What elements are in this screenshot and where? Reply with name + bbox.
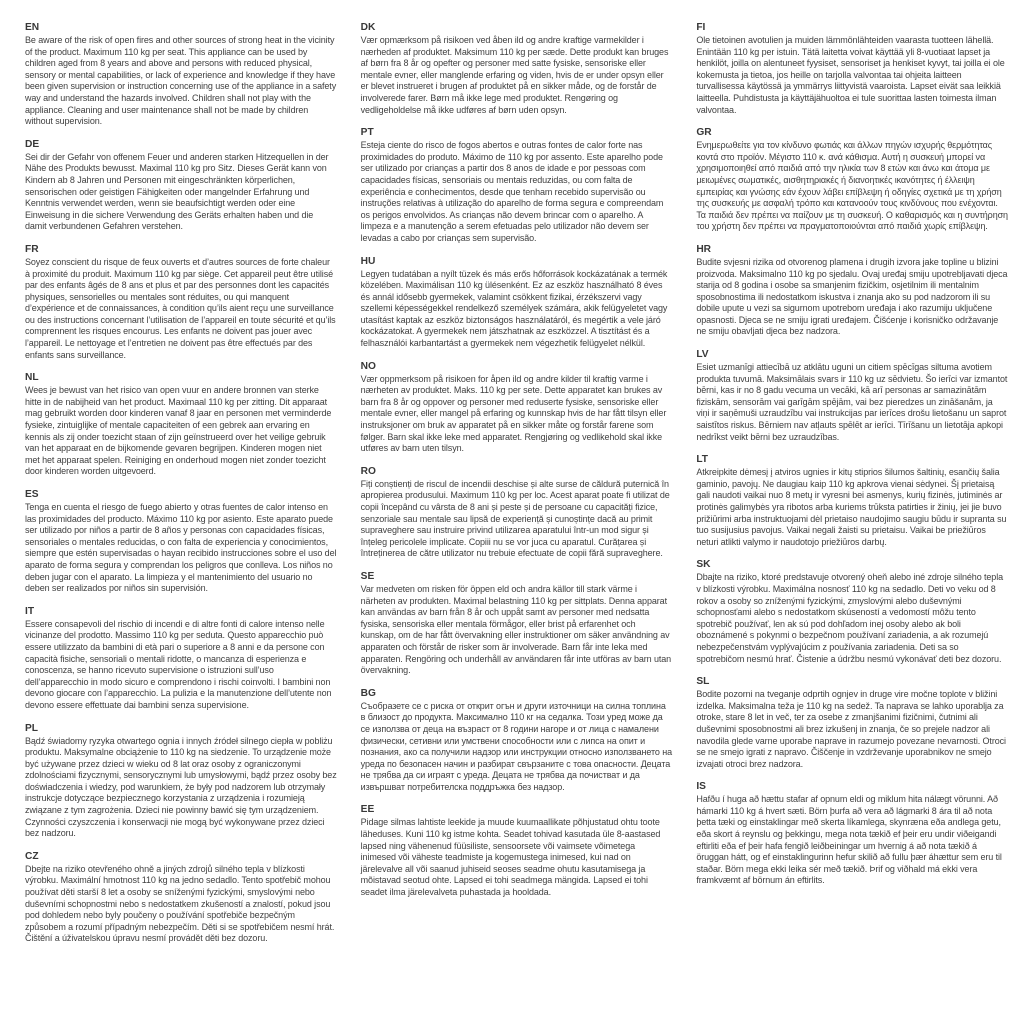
warning-text-hu: Legyen tudatában a nyílt tüzek és más erős hőforrások kockázatának a termék közelében. Maximálisan 110 kg ülésenként. Ez az eszköz használható 8 éves és annál idősebb gyermekek, valamint csökkent fizikai, érzékszervi vagy szellemi képességekkel rendelkező személyek számára, akik felügyeletet vagy utasítást kaptak az eszköz biztonságos használatáról, és megértik a vele járó kockázatokat. A gyermekek nem játszhatnak az eszközzel. A tisztítást és a felhasználói karbantartást a gyermekek nem végezhetik felügyelet nélkül. [360,268,668,349]
language-code-sk: SK [696,559,711,571]
section-pt [361,127,673,244]
section-gr [696,127,1008,233]
warning-text-is: Hafðu í huga að hættu stafar af opnum eldi og miklum hita nálægt vörunni. Að hámarki 110 kg á hvert sæti. Börn þurfa að vera að lágmarki 8 ára til að nota þetta tæki og einstaklingar með skerta líkamlega, skynræna eða andlega getu, eða skort á reynslu og þekkingu, mega nota tækið ef þeir eru undir viðeigandi eftirliti eða ef þeir hafa fengið leiðbeiningar um hvernig á að nota tækið á öruggan hátt, og ef einstaklingurinn hefur skilið að fullu þær áhættur sem eru til staðar. Börn mega ekki leika sér með tækið. Þrif og viðhald má ekki vera framkvæmt af börnum án eftirlits. [696,794,1002,886]
language-code-ee: EE [360,804,375,816]
language-code-bg: BG [360,687,376,699]
language-code-cz: CZ [25,850,39,862]
section-sk [696,559,1008,665]
section-es [25,489,337,595]
warning-text-gr: Ενημερωθείτε για τον κίνδυνο φωτιάς και άλλων πηγών ισχυρής θερμότητας κοντά στο προϊόν. Μέγιστο 110 κ. ανά κάθισμα. Αυτή η συσκευή μπορεί να χρησιμοποιηθεί από παιδιά από την ηλικία των 8 ετών και άνω και άτομα με μειωμένες σωματικές, αισθητηριακές ή διανοητικές ικανότητες ή έλλειψη εμπειρίας και γνώσης εάν έχουν λάβει επίβλεψη ή οδηγίες σχετικά με τη χρήση της συσκευής με ασφαλή τρόπο και κατανοούν τους κινδύνους που ενέχονται. Τα παιδιά δεν πρέπει να παίζουν με τη συσκευή. Ο καθαρισμός και η συντήρηση του χρήστη δεν πρέπει να πραγματοποιούνται από παιδιά χωρίς επίβλεψη. [696,140,1008,232]
section-nl [25,372,337,478]
language-code-fi: FI [696,22,706,33]
section-fi [696,22,1008,116]
section-ro [361,466,673,560]
warning-text-pl: Bądź świadomy ryzyka otwartego ognia i innych źródeł silnego ciepła w pobliżu produktu. Maksymalne obciążenie to 110 kg na siedzenie. To urządzenie może być używane przez dzieci w wieku od 8 lat oraz osoby z ograniczonymi zdolnościami fizycznymi, sensorycznymi lub umysłowymi, bądź przez osoby bez doświadczenia i wiedzy, pod warunkiem, że były pod nadzorem lub otrzymały instrukcje dotyczące bezpiecznego korzystania z urządzenia i rozumieją związane z tym zagrożenia. Dzieci nie powinny bawić się tym urządzeniem. Czynności czyszczenia i konserwacji nie mogą być wykonywane przez dzieci bez nadzoru. [25,735,337,839]
language-code-lv: LV [696,349,709,361]
language-code-hr: HR [696,243,712,255]
warning-text-es: Tenga en cuenta el riesgo de fuego abierto y otras fuentes de calor intenso en las proximidades del producto. Máximo 110 kg por asiento. Este aparato puede ser utilizado por niños a partir de 8 años y personas con capacidades físicas, sensoriales o mentales reducidas, o con falta de experiencia y conocimientos, siempre que estén supervisadas o hayan recibido instrucciones sobre el uso del aparato de forma segura y comprendan los peligros que conlleva. Los niños no deben jugar con el aparato. La limpieza y el mantenimiento del usuario no deben ser realizados por niños sin supervisión. [25,502,337,594]
language-code-fr: FR [25,243,39,255]
language-code-pl: PL [25,722,39,734]
section-se [361,571,673,677]
column-2 [361,22,673,910]
warning-text-fi: Ole tietoinen avotulien ja muiden lämmönlähteiden vaarasta tuotteen lähellä. Enintään 110 kg per istuin. Tätä laitetta voivat käyttää yli 8-vuotiaat lapset ja henkilöt, joilla on alentuneet fyysiset, sensoriset ja henkiset kyvyt, tai joilla ei ole kokemusta ja tietoa, jos heille on tarjolla valvontaa tai ohjeita laitteen turvallisessa käytössä ja ymmärrys liittyvistä vaaroista. Lapset eivät saa leikkiä laitteella. Puhdistusta ja käyttäjähuoltoa ei tule suorittaa lasten toimesta ilman valvontaa. [696,35,1005,115]
warning-text-sk: Dbajte na riziko, ktoré predstavuje otvorený oheň alebo iné zdroje silného tepla v blízkosti výrobku. Maximálna nosnosť 110 kg na sedadlo. Deti vo veku od 8 rokov a osoby so zníženými fyzickými, zmyslovými alebo duševnými schopnosťami alebo s nedostatkom skúseností a vedomostí môžu tento spotrebič používať, len ak sú pod dohľadom inej osoby alebo ak boli oboznámené s pokynmi o bezpečnom používaní zariadenia, a ak rozumejú nebezpečenstvám vyplývajúcim z používania zariadenia. Deti sa so spotrebičom nesmú hrať. Čistenie a údržbu nesmú vykonávať deti bez dozoru. [696,572,1004,664]
warning-text-fr: Soyez conscient du risque de feux ouverts et d’autres sources de forte chaleur à proximité du produit. Maximum 110 kg par siège. Cet appareil peut être utilisé par des enfants âgés de 8 ans et plus et par des personnes dont les capacités physiques, sensorielles ou mentales sont réduites, ou qui manquent d’expérience et de connaissances, à condition qu’ils aient reçu une surveillance ou des instructions concernant l’utilisation de l’appareil en toute sécurité et qu’ils comprennent les risques encourus. Les enfants ne doivent pas jouer avec l’appareil. Le nettoyage et l’entretien ne doivent pas être effectués par des enfants sans surveillance. [25,256,336,360]
section-hu [361,256,673,350]
section-ee [361,804,673,898]
section-sl [696,676,1008,770]
section-no [361,361,673,455]
language-code-en: EN [25,22,40,33]
warning-text-de: Sei dir der Gefahr von offenem Feuer und anderen starken Hitzequellen in der Nähe des Produkts bewusst. Maximal 110 kg pro Sitz. Dieses Gerät kann von Kindern ab 8 Jahren und Personen mit eingeschränkten körperlichen, sensorischen oder geistigen Fähigkeiten oder mangelnder Erfahrung und Kenntnis verwendet werden, wenn sie beaufsichtigt werden oder eine Einweisung in die sichere Verwendung des Geräts erhalten haben und die damit verbundenen Gefahren verstehen. [25,151,329,232]
column-3 [696,22,1008,898]
warning-text-nl: Wees je bewust van het risico van open vuur en andere bronnen van sterke hitte in de nabijheid van het product. Maximaal 110 kg per zitting. Dit apparaat mag gebruikt worden door kinderen vanaf 8 jaar en personen met verminderde fysieke, zintuiglijke of mentale capaciteiten of een gebrek aan ervaring en kennis als zij onder toezicht staan of zijn geïnstrueerd over het veilige gebruik van het apparaat en de bijkomende gevaren begrijpen. Kinderen mogen niet met het apparaat spelen. Reiniging en onderhoud mogen niet zonder toezicht door kinderen worden uitgevoerd. [25,385,332,477]
warning-text-it: Essere consapevoli del rischio di incendi e di altre fonti di calore intenso nelle vicinanze del prodotto. Massimo 110 kg per seduta. Questo apparecchio può essere utilizzato da bambini di età pari o superiore a 8 anni e da persone con capacità fisiche, sensoriali o mentali ridotte, o mancanza di esperienza e conoscenza, se hanno ricevuto supervisione o istruzioni sull’uso dell’apparecchio in modo sicuro e comprendono i rischi coinvolti. I bambini non devono giocare con l’apparecchio. La pulizia e la manutenzione dell’utente non devono essere effettuate dai bambini senza supervisione. [25,618,332,710]
warning-text-pt: Esteja ciente do risco de fogos abertos e outras fontes de calor forte nas proximidades do produto. Máximo de 110 kg por assento. Este aparelho pode ser utilizado por crianças a partir dos 8 anos de idade e por pessoas com capacidades físicas, sensoriais ou mentais reduzidas, ou com falta de experiência e conhecimentos, desde que tenham recebido supervisão ou instruções relativas à utilização do aparelho de forma segura e compreendam os perigos envolvidos. As crianças não devem brincar com o aparelho. A limpeza e a manutenção a serem efetuadas pelo utilizador não devem ser levadas a cabo por crianças sem supervisão. [360,140,664,243]
warning-text-dk: Vær opmærksom på risikoen ved åben ild og andre kraftige varmekilder i nærheden af produktet. Maksimum 110 kg per sæde. Dette produkt kan bruges af børn fra 8 år og opefter og personer med satte fysiske, sensoriske eller mentale evner, eller manglende erfaring og viden, hvis de er under opsyn eller er blevet instrueret i brugen af produktet på en sikker måde, og de forstår de involverede farer. Børn må ikke lege med produktet. Rengøring og vedligeholdelse må ikke udføres af børn uden opsyn. [360,35,669,115]
section-is [696,781,1008,887]
warning-text-hr: Budite svjesni rizika od otvorenog plamena i drugih izvora jake topline u blizini proizvoda. Maksimalno 110 kg po sjedalu. Ovaj uređaj smiju upotrebljavati djeca starija od 8 godina i osobe sa smanjenim fizičkim, osjetilnim ili mentalnim sposobnostima ili nedostatkom iskustva i znanja ako su pod nadzorom ili su dobile upute u vezi sa sigurnom upotrebom uređaja i ako razumiju uključene opasnosti. Djeca se ne smiju igrati uređajem. Čišćenje i korisničko održavanje ne smiju obavljati djeca bez nadzora. [696,256,1008,337]
language-code-pt: PT [360,127,374,139]
language-code-de: DE [25,138,40,150]
section-dk [361,22,673,116]
language-code-lt: LT [696,454,709,466]
language-code-nl: NL [25,372,39,384]
language-code-ro: RO [360,465,376,477]
section-pl [25,723,337,840]
warning-text-bg: Съобразете се с риска от открит огън и други източници на силна топлина в близост до продукта. Максимално 110 кг на седалка. Този уред може да се използва от деца на възраст от 8 години нагоре и от лица с намалени физически, сетивни или умствени способности или с липса на опит и познания, ако са получили надзор или инструкции относно използването на уреда по безопасен начин и разбират свързаните с това опасности. Децата не трябва да си играят с уреда. Децата не трябва да почистват и да извършват потребителска поддръжка без надзор. [360,700,672,792]
warning-text-ee: Pidage silmas lahtiste leekide ja muude kuumaallikate põhjustatud ohtu toote läheduses. Kuni 110 kg istme kohta. Seadet tohivad kasutada üle 8-aastased lapsed ning vähenenud füüsiliste, sensoorsete või vaimsete võimetega inimesed või väheste teadmiste ja kogemustega inimesed, kui nad on järelevalve all või saanud juhiseid seoses seadme ohutu kasutamisega ja mõistavad seotud ohte. Lapsed ei tohi seadmega mängida. Lapsed ei tohi seadet ilma järelevalveta puhastada ja hooldada. [360,817,661,898]
language-code-hu: HU [360,255,376,267]
section-lv [696,349,1008,443]
language-code-no: NO [360,360,376,372]
warning-text-se: Var medveten om risken för öppen eld och andra källor till stark värme i närheten av produkten. Maximal belastning 110 kg per sittplats. Denna apparat kan användas av barn från 8 år och uppåt samt av personer med nedsatta fysiska, sensoriska eller mentala förmågor, eller brist på erfarenhet och kunskap, om de har fått övervakning eller instruktioner om säker användning av apparaten och förstår de risker som är involverade. Barn får inte leka med apparaten. Rengöring och underhåll av användaren får inte utföras av barn utan övervakning. [360,583,672,676]
section-cz [25,851,337,945]
language-code-is: IS [696,781,706,793]
warning-text-lt: Atkreipkite dėmesį į atviros ugnies ir kitų stiprios šilumos šaltinių, esančių šalia gaminio, pavojų. Ne daugiau kaip 110 kg apkrova vienai sėdynei. Šį prietaisą gali naudoti vaikai nuo 8 metų ir vyresni bei asmenys, kurių fizinės, jutiminės ar protinės galimybės yra ribotos arba kuriems trūksta patirties ir žinių, jei jie buvo prižiūrimi arba instruktuojami dėl prietaiso naudojimo saugiu būdu ir supranta su tuo susijusius pavojus. Vaikai negali žaisti su prietaisu. Vaikai be priežiūros neturi atlikti valymo ir naudotojo priežiūros darbų. [696,467,1007,547]
warning-text-sl: Bodite pozorni na tveganje odprtih ognjev in druge vire močne toplote v bližini izdelka. Maksimalna teža je 110 kg na sedež. Ta naprava se lahko uporablja za otroke, stare 8 let in več, ter za osebe z zmanjšanimi fizičnimi, čutnimi ali duševnimi sposobnostmi ali brez izkušenj in znanja, če so prejele nadzor ali navodila glede varne uporabe naprave in razumejo povezane nevarnosti. Otroci se ne smejo igrati z napravo. Čiščenje in vzdrževanje uporabnikov ne smejo izvajati otroci brez nadzora. [696,689,1006,769]
section-de [25,139,337,233]
section-bg [361,688,673,794]
warning-text-no: Vær oppmerksom på risikoen for åpen ild og andre kilder til kraftig varme i nærheten av produktet. Maks. 110 kg per sete. Dette apparatet kan brukes av barn fra 8 år og oppover og personer med reduserte fysiske, sensoriske eller mentale evner, eller mangel på erfaring og kunnskap hvis de har fått tilsyn eller instruksjoner om bruk av apparatet på en sikker måte og forstår farene som følger. Barn skal ikke leke med apparatet. Rengjøring og vedlikehold skal ikke utføres av barn uten tilsyn. [360,373,667,454]
language-code-gr: GR [696,127,712,139]
section-fr [25,244,337,361]
section-hr [696,244,1008,338]
warning-text-cz: Dbejte na riziko otevřeného ohně a jiných zdrojů silného tepla v blízkosti výrobku. Maximální hmotnost 110 kg na jedno sedadlo. Tento spotřebič mohou používat děti starší 8 let a osoby se sníženými fyzickými, smyslovými nebo duševními schopnostmi nebo s nedostatkem zkušeností a znalostí, pokud jsou pod dohledem nebo byly poučeny o používání spotřebiče bezpečným způsobem a rozumí případným nebezpečím. Děti si se spotřebičem nesmí hrát. Čištění a úživatelskou úpravu nesmí provádět děti bez dozoru. [25,863,335,944]
section-it [25,606,337,712]
language-code-es: ES [25,489,39,500]
warning-columns [25,22,1008,956]
warning-text-en: Be aware of the risk of open fires and other sources of strong heat in the vicinity of the product. Maximum 110 kg per seat. This appliance can be used by children aged from 8 years and above and persons with reduced physical, sensory or mental capabilities, or lack of experience and knowledge if they have been given supervision or instruction concerning use of the appliance in a safety way and understand the hazards involved. Children shall not play with the appliance. Cleaning and user maintenance shall not be made by children without supervision. [25,35,337,127]
language-code-it: IT [25,605,35,617]
warning-text-lv: Esiet uzmanīgi attiecībā uz atklātu uguni un citiem spēcīgas siltuma avotiem produkta tuvumā. Maksimālais svars ir 110 kg uz sēdvietu. Šo ierīci var izmantot bērni, kas ir no 8 gadu vecuma un vecāki, kā arī personas ar samazinātām fiziskām, sensorām vai garīgām spējām, vai bez pieredzes un zināšanām, ja viņi ir saņēmuši uzraudzību vai instrukcijas par ierīces drošu lietošanu un saprot saistītos riskus. Bērniem nav atļauts spēlēt ar ierīci. Tīrīšanu un lietotāja apkopi nedrīkst veikt bērni bez uzraudzības. [696,362,1008,442]
language-code-se: SE [360,570,375,582]
language-code-dk: DK [360,22,376,33]
section-lt [696,454,1008,548]
language-code-sl: SL [696,676,710,688]
warning-text-ro: Fiți conștienți de riscul de incendii deschise și alte surse de căldură puternică în apropierea produsului. Maximum 110 kg per loc. Acest aparat poate fi utilizat de copii începând cu vârsta de 8 ani și peste și de persoane cu capacități fizice, senzoriale sau mentale sau lipsă de experiență și cunoștințe dacă au primit supraveghere sau instruire privind utilizarea aparatului într-un mod sigur și înțeleg pericolele implicate. Copiii nu se vor juca cu aparatul. Curățarea și întreținerea de către utilizator nu trebuie efectuate de copii fără supraveghere. [360,478,670,559]
section-en [25,22,337,128]
column-1 [25,22,337,956]
